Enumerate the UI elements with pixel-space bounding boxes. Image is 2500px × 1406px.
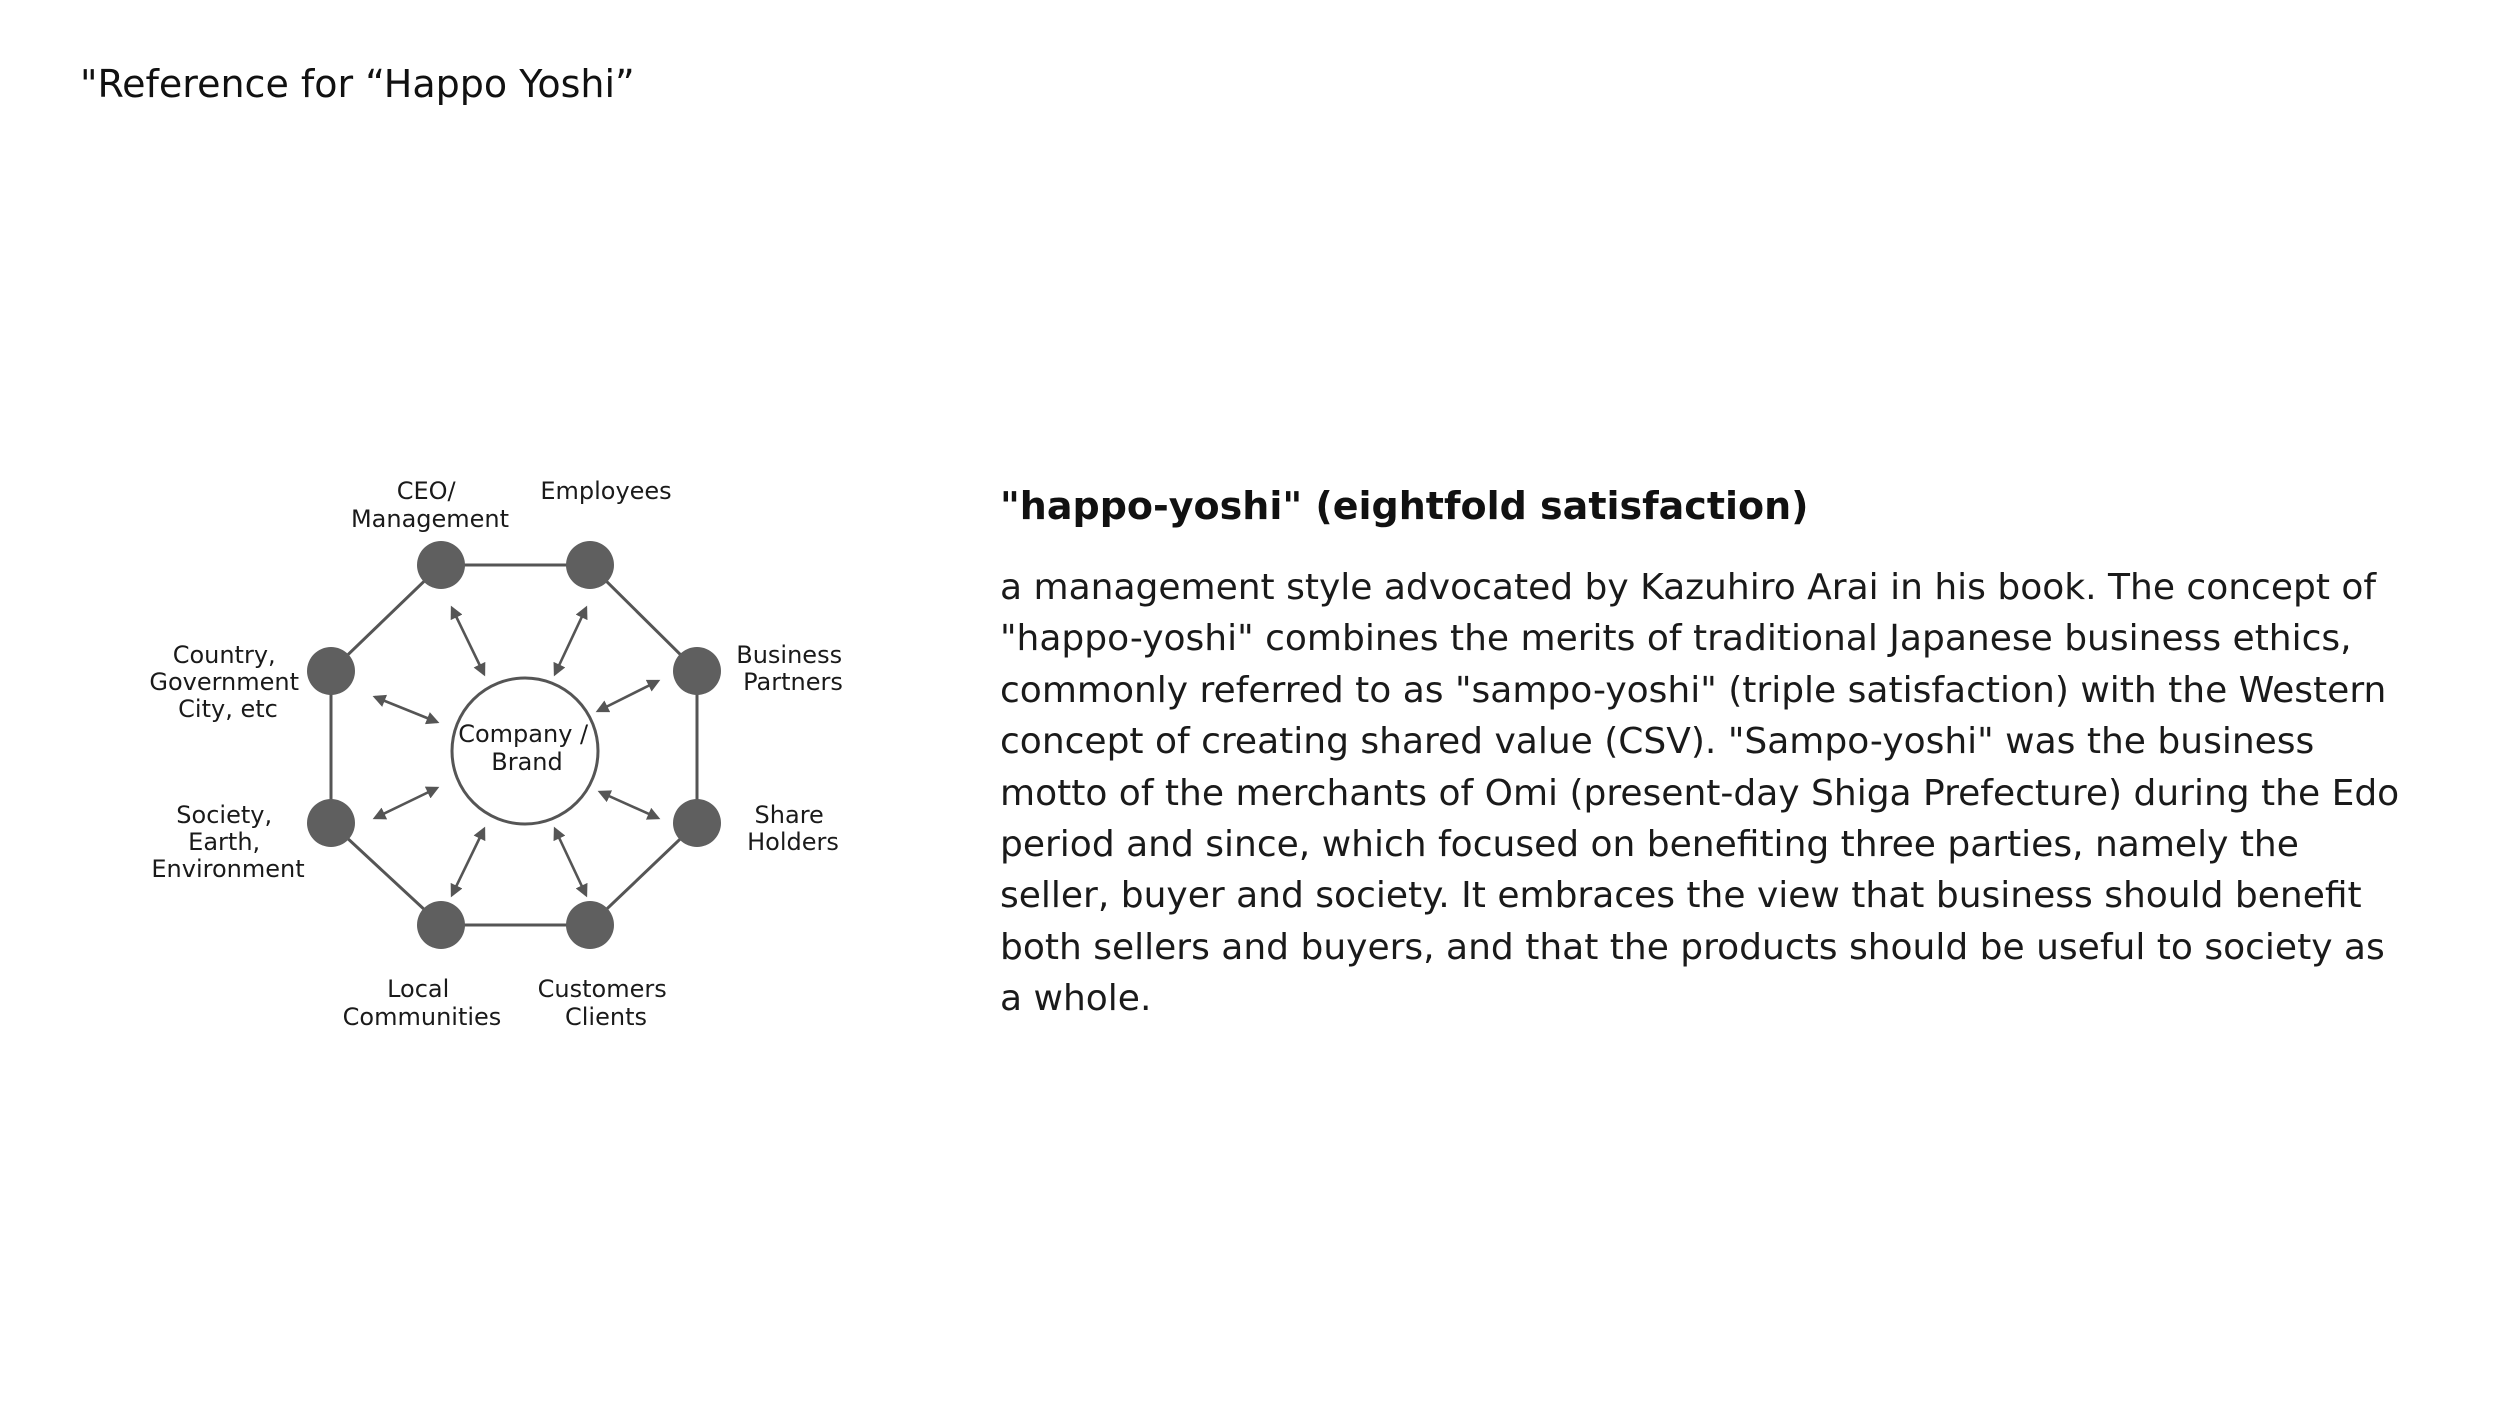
arrow-customers bbox=[555, 829, 586, 895]
label-ceo: CEO/ Management bbox=[350, 477, 510, 533]
node-customers bbox=[566, 901, 614, 949]
happo-yoshi-diagram bbox=[0, 0, 1000, 1100]
node-country bbox=[307, 647, 355, 695]
node-share-holders bbox=[673, 799, 721, 847]
node-local-communities bbox=[417, 901, 465, 949]
label-local-communities: Local Communities bbox=[342, 975, 502, 1031]
label-society: Society, Earth, Environment bbox=[151, 801, 305, 883]
label-share-holders: Share Holders bbox=[747, 801, 839, 856]
arrow-business-partners bbox=[598, 681, 658, 711]
page-title: "Reference for “Happo Yoshi” bbox=[80, 62, 635, 106]
arrow-local-communities bbox=[452, 829, 484, 895]
label-customers: Customers Clients bbox=[537, 975, 667, 1031]
node-society bbox=[307, 799, 355, 847]
arrow-employees bbox=[555, 608, 586, 674]
node-business-partners bbox=[673, 647, 721, 695]
node-ceo bbox=[417, 541, 465, 589]
center-label-line1: Company / bbox=[458, 720, 589, 748]
node-employees bbox=[566, 541, 614, 589]
label-country: Country, Government City, etc bbox=[149, 641, 300, 723]
center-label-line2: Brand bbox=[491, 748, 563, 776]
description-paragraph: a management style advocated by Kazuhiro Arai in his book. The concept of "happo-yoshi" combines the merits of traditional Japanese business ethics, commonly referred to as "sampo-yoshi" (triple satisfaction) with the Western concept of creating shared value (CSV). "Sampo-yoshi" was the business motto of the merchants of Omi (present-day Shiga Prefecture) during the Edo period and since, which focused on benefiting three parties, namely the seller, buyer and society. It embraces the view that business should benefit both sellers and buyers, and that the products should be useful to society as a whole. bbox=[1000, 567, 2400, 1020]
label-business-partners: Business Partners bbox=[736, 641, 843, 696]
arrow-share-holders bbox=[600, 792, 658, 818]
label-employees: Employees bbox=[540, 477, 672, 505]
arrow-society bbox=[375, 788, 437, 818]
arrow-country bbox=[375, 697, 437, 722]
arrow-ceo bbox=[452, 608, 484, 674]
section-heading: "happo-yoshi" (eightfold satisfaction) bbox=[1000, 484, 1809, 528]
description-block bbox=[1000, 480, 2400, 1025]
